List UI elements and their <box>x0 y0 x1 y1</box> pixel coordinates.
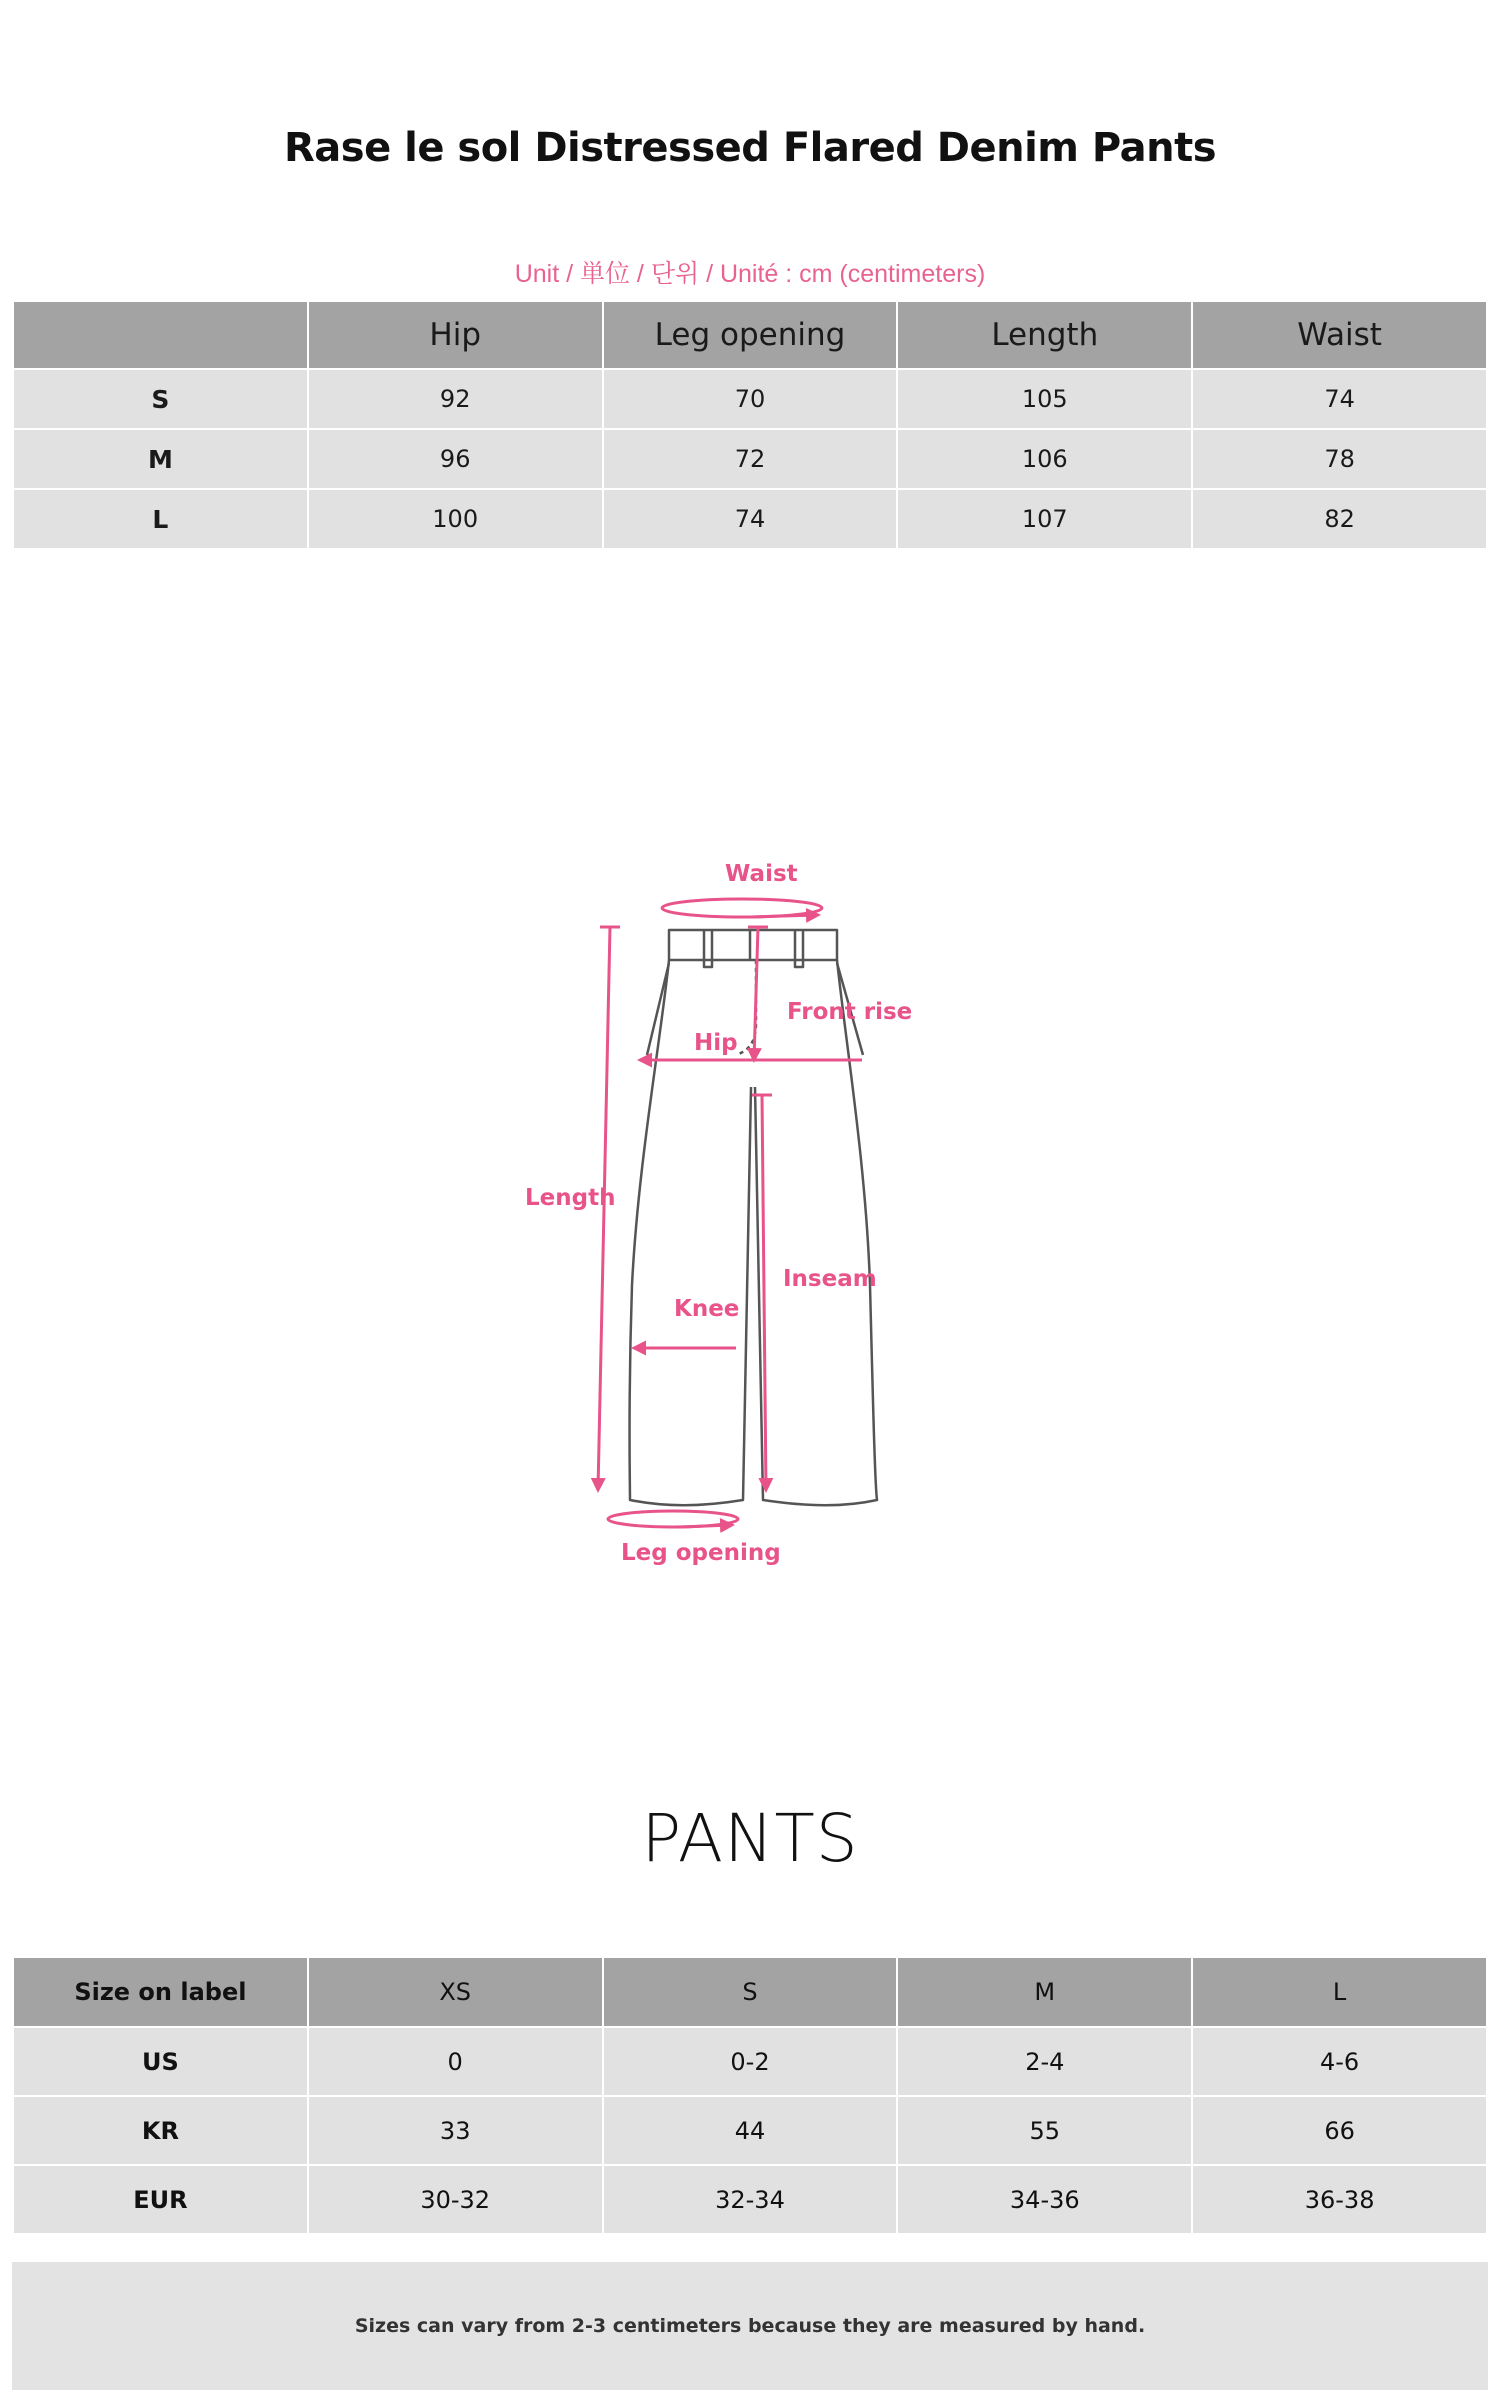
leg-opening-arrow <box>680 1525 732 1527</box>
header-cell-l: L <box>1193 1958 1486 2026</box>
table-row <box>14 370 1486 428</box>
size-header-row <box>14 1958 1486 2026</box>
unit-note: Unit / 単位 / 단위 / Unité : cm (centimeters) <box>514 260 986 288</box>
table-cell: 4-6 <box>1193 2028 1486 2095</box>
measurement-table <box>12 300 1488 550</box>
table-cell: 32-34 <box>604 2166 897 2233</box>
table-cell: 74 <box>1193 370 1486 428</box>
label-hip: Hip <box>694 1030 738 1056</box>
label-waist: Waist <box>725 861 798 887</box>
table-cell: 106 <box>898 430 1191 488</box>
label-front-rise: Front rise <box>787 999 913 1025</box>
table-cell: 107 <box>898 490 1191 548</box>
header-cell-xs: XS <box>309 1958 602 2026</box>
table-row <box>14 2097 1486 2164</box>
table-row <box>14 2028 1486 2095</box>
header-cell-size-on-label: Size on label <box>14 1958 307 2026</box>
table-row <box>14 490 1486 548</box>
measurement-disclaimer <box>12 2262 1488 2390</box>
header-cell-leg-opening: Leg opening <box>604 302 897 368</box>
front-rise-line <box>754 927 758 1060</box>
table-cell: 74 <box>604 490 897 548</box>
table-cell: 92 <box>309 370 602 428</box>
table-cell: 66 <box>1193 2097 1486 2164</box>
row-label: L <box>14 490 307 548</box>
belt-loop-right <box>795 930 803 967</box>
table-cell: 96 <box>309 430 602 488</box>
size-conversion-table <box>12 1956 1488 2235</box>
row-label: S <box>14 370 307 428</box>
table-row <box>14 430 1486 488</box>
table-cell: 72 <box>604 430 897 488</box>
waistband <box>669 930 837 960</box>
table-row <box>14 2166 1486 2233</box>
label-leg-opening: Leg opening <box>621 1540 781 1566</box>
page-title: Rase le sol Distressed Flared Denim Pants <box>283 125 1217 171</box>
row-label: KR <box>14 2097 307 2164</box>
table-cell: 34-36 <box>898 2166 1191 2233</box>
table-cell: 44 <box>604 2097 897 2164</box>
label-length: Length <box>525 1185 616 1211</box>
header-cell-corner <box>14 302 307 368</box>
table-cell: 100 <box>309 490 602 548</box>
table-cell: 0-2 <box>604 2028 897 2095</box>
belt-loop-left <box>704 930 712 967</box>
measurement-header-row <box>14 302 1486 368</box>
table-cell: 82 <box>1193 490 1486 548</box>
header-cell-hip: Hip <box>309 302 602 368</box>
table-cell: 78 <box>1193 430 1486 488</box>
header-cell-length: Length <box>898 302 1191 368</box>
waist-arrow <box>750 915 818 917</box>
table-cell: 30-32 <box>309 2166 602 2233</box>
row-label: EUR <box>14 2166 307 2233</box>
label-inseam: Inseam <box>783 1266 877 1292</box>
table-cell: 2-4 <box>898 2028 1191 2095</box>
table-cell: 105 <box>898 370 1191 428</box>
size-chart-heading: PANTS <box>641 1800 859 1877</box>
table-cell: 0 <box>309 2028 602 2095</box>
header-cell-waist: Waist <box>1193 302 1486 368</box>
table-cell: 70 <box>604 370 897 428</box>
row-label: M <box>14 430 307 488</box>
measurement-labels <box>525 861 912 1566</box>
table-cell: 55 <box>898 2097 1191 2164</box>
row-label: US <box>14 2028 307 2095</box>
fly-stitch <box>736 960 756 1055</box>
label-knee: Knee <box>674 1296 740 1322</box>
header-cell-s: S <box>604 1958 897 2026</box>
table-cell: 33 <box>309 2097 602 2164</box>
disclaimer-text: Sizes can vary from 2-3 centimeters because they are measured by hand. <box>354 2315 1146 2337</box>
table-cell: 36-38 <box>1193 2166 1486 2233</box>
header-cell-m: M <box>898 1958 1191 2026</box>
pants-measurement-diagram <box>500 845 960 1575</box>
